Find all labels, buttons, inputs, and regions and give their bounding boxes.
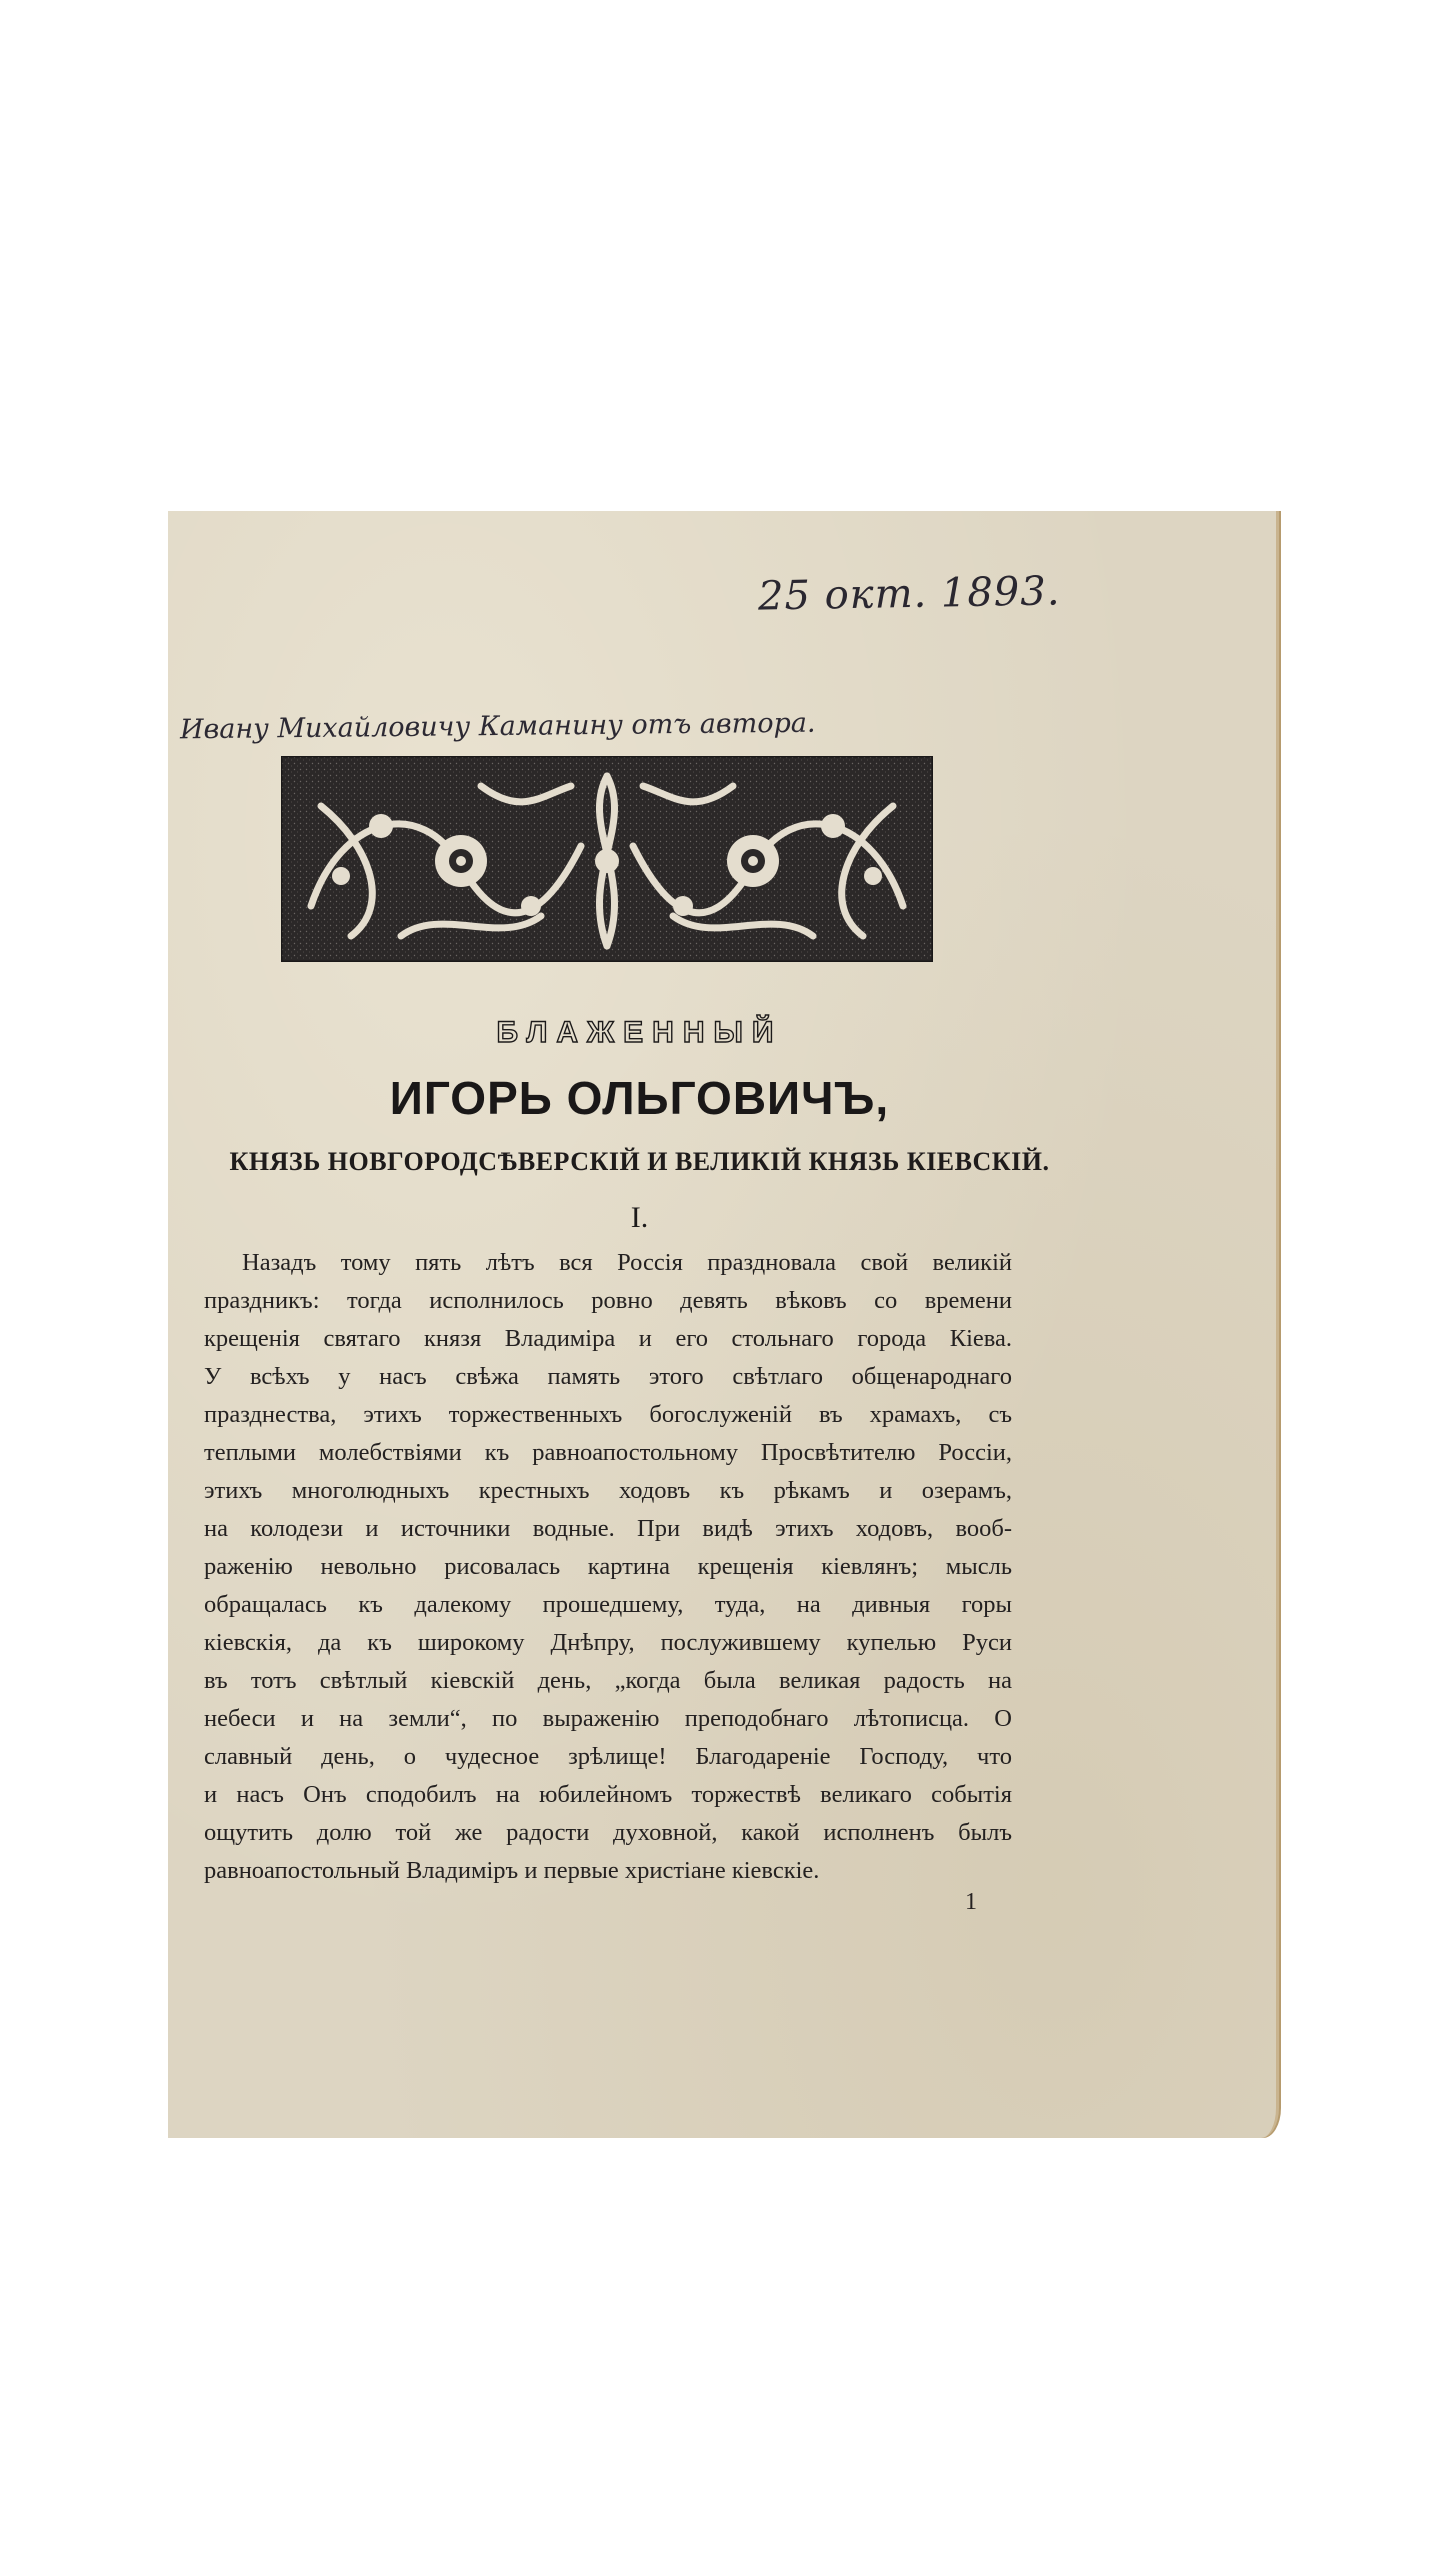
text-line: въ тотъ свѣтлый кіевскій день, „когда была великая радость на (204, 1667, 1012, 1694)
ornament-graphic (281, 756, 933, 962)
subtitle: КНЯЗЬ НОВГОРОДСѢВЕРСКІЙ И ВЕЛИКІЙ КНЯЗЬ КІЕВСКІЙ. (229, 1147, 1050, 1176)
text-line: празднества, этихъ торжественныхъ богослуженій въ храмахъ, съ (204, 1401, 1012, 1428)
text-line: обращалась къ далекому прошедшему, туда, на дивныя горы (204, 1591, 1012, 1618)
page-number: 1 (965, 1889, 977, 1915)
text-line: крещенія святаго князя Владиміра и его стольнаго города Кіева. (204, 1325, 1012, 1352)
text-line: кіевскія, да къ широкому Днѣпру, послужившему купелью Руси (204, 1629, 1012, 1656)
title-line-2: ИГОРЬ ОЛЬГОВИЧЪ, (389, 1072, 890, 1124)
text-line: У всѣхъ у насъ свѣжа память этого свѣтлаго общенароднаго (204, 1363, 1012, 1390)
text-line: Назадъ тому пять лѣтъ вся Россія праздновала свой великій (242, 1249, 1012, 1276)
handwritten-date: 25 окт. 1893. (757, 568, 1061, 620)
text-line: небеси и на земли“, по выраженію преподобнаго лѣтописца. О (204, 1705, 1012, 1732)
handwritten-dedication: Ивану Михайловичу Каманину отъ автора. (179, 707, 816, 746)
text-line: на колодези и источники водные. При видѣ этихъ ходовъ, вооб- (204, 1515, 1012, 1542)
text-line: праздникъ: тогда исполнилось ровно девять вѣковъ со времени (204, 1287, 1012, 1314)
text-line: ощутить долю той же радости духовной, какой исполненъ былъ (204, 1819, 1012, 1846)
document-page (168, 511, 1279, 2138)
text-line: и насъ Онъ сподобилъ на юбилейномъ торжествѣ великаго событія (204, 1781, 1012, 1808)
text-line: славный день, о чудесное зрѣлище! Благодареніе Господу, что (204, 1743, 1012, 1770)
section-number: I. (630, 1201, 649, 1234)
ornamental-headpiece (281, 756, 933, 962)
title-line-1: БЛАЖЕННЫЙ (496, 1016, 783, 1049)
text-line: равноапостольный Владиміръ и первые христіане кіевскіе. (204, 1857, 820, 1884)
text-line: раженію невольно рисовалась картина крещенія кіевлянъ; мысль (204, 1553, 1012, 1580)
text-line: теплыми молебствіями къ равноапостольному Просвѣтителю Россіи, (204, 1439, 1012, 1466)
body-text (204, 1244, 1012, 1890)
text-line: этихъ многолюдныхъ крестныхъ ходовъ къ рѣкамъ и озерамъ, (204, 1477, 1012, 1504)
